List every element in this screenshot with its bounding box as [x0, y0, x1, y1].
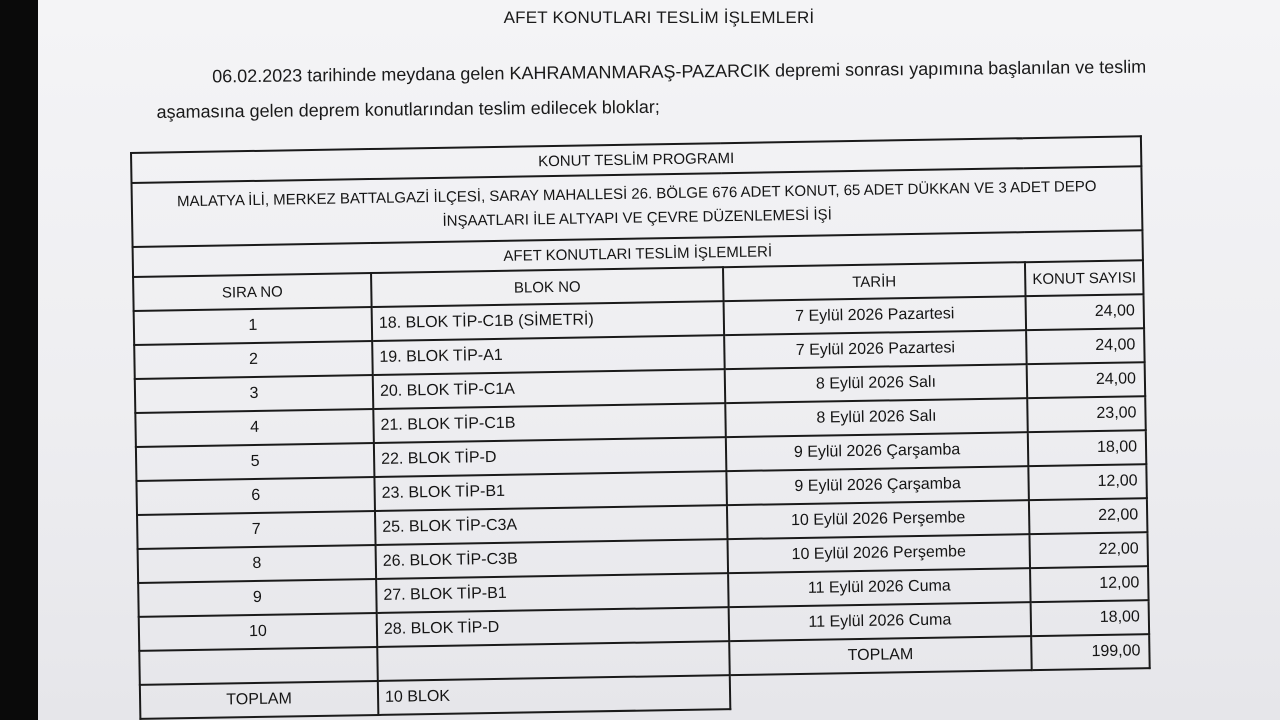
header-sira-no: SIRA NO	[133, 273, 372, 311]
cell-tarih: 9 Eylül 2026 Çarşamba	[726, 466, 1029, 505]
cell-konut: 24,00	[1026, 328, 1145, 364]
footer-total-label: TOPLAM	[140, 681, 379, 719]
footer-blok-count: 10 BLOK	[378, 675, 731, 715]
intro-paragraph: 06.02.2023 tarihinde meydana gelen KAHRAMANMARAŞ-PAZARCIK depremi sonrası yapımına başlanılan ve teslim aşamasına gelen deprem konutlarından teslim edilecek bloklar;	[156, 56, 1147, 122]
cell-blok: 19. BLOK TİP-A1	[372, 335, 725, 375]
header-tarih: TARİH	[723, 262, 1026, 301]
cell-konut: 23,00	[1027, 396, 1146, 432]
cell-konut: 24,00	[1026, 294, 1145, 330]
section-title: AFET KONUTLARI TESLİM İŞLEMLERİ	[133, 230, 1143, 277]
cell-konut: 12,00	[1030, 566, 1149, 602]
delivery-program-table-wrap	[130, 135, 1149, 720]
cell-tarih: 11 Eylül 2026 Cuma	[729, 602, 1032, 641]
cell-tarih: 8 Eylül 2026 Salı	[725, 398, 1028, 437]
cell-konut: 12,00	[1028, 464, 1147, 500]
cell-blok	[377, 641, 730, 681]
cell-sira: 8	[138, 545, 377, 583]
empty-cell	[730, 670, 1033, 709]
cell-konut: 22,00	[1029, 532, 1148, 568]
cell-blok: 18. BLOK TİP-C1B (SİMETRİ)	[372, 301, 725, 341]
cell-tarih: 8 Eylül 2026 Salı	[725, 364, 1028, 403]
cell-blok: 22. BLOK TİP-D	[374, 437, 727, 477]
cell-sira: 5	[136, 443, 375, 481]
cell-blok: 20. BLOK TİP-C1A	[373, 369, 726, 409]
cell-konut: 18,00	[1028, 430, 1147, 466]
cell-tarih: 9 Eylül 2026 Çarşamba	[726, 432, 1029, 471]
cell-tarih: 10 Eylül 2026 Perşembe	[727, 500, 1030, 539]
konut-total-value: 199,00	[1031, 634, 1150, 670]
cell-sira	[139, 647, 378, 685]
cell-sira: 6	[136, 477, 375, 515]
header-konut-sayisi: KONUT SAYISI	[1025, 260, 1144, 296]
cell-tarih: 11 Eylül 2026 Cuma	[728, 568, 1031, 607]
document-title: AFET KONUTLARI TESLİM İŞLEMLERİ	[503, 8, 815, 27]
cell-blok: 23. BLOK TİP-B1	[374, 471, 727, 511]
cell-sira: 1	[134, 307, 373, 345]
delivery-program-table	[130, 135, 1151, 720]
konut-total-label: TOPLAM	[729, 636, 1032, 675]
cell-blok: 27. BLOK TİP-B1	[376, 573, 729, 613]
cell-tarih: 7 Eylül 2026 Pazartesi	[724, 296, 1027, 335]
program-title: KONUT TESLİM PROGRAMI	[131, 136, 1141, 183]
header-blok-no: BLOK NO	[371, 267, 724, 307]
cell-tarih: 10 Eylül 2026 Perşembe	[728, 534, 1031, 573]
cell-blok: 25. BLOK TİP-C3A	[375, 505, 728, 545]
cell-blok: 21. BLOK TİP-C1B	[373, 403, 726, 443]
cell-sira: 10	[139, 613, 378, 651]
cell-konut: 22,00	[1029, 498, 1148, 534]
cell-sira: 9	[138, 579, 377, 617]
cell-sira: 2	[134, 341, 373, 379]
cell-tarih: 7 Eylül 2026 Pazartesi	[724, 330, 1027, 369]
cell-konut: 18,00	[1031, 600, 1150, 636]
document-page	[38, 0, 1280, 720]
cell-konut: 24,00	[1027, 362, 1146, 398]
cell-sira: 7	[137, 511, 376, 549]
cell-sira: 4	[135, 409, 374, 447]
cell-blok: 28. BLOK TİP-D	[377, 607, 730, 647]
empty-cell	[1032, 668, 1151, 704]
project-description: MALATYA İLİ, MERKEZ BATTALGAZİ İLÇESİ, SARAY MAHALLESİ 26. BÖLGE 676 ADET KONUT, 65 ADET DÜKKAN VE 3 ADET DEPO İNŞAATLARI İLE ALTYAPI VE ÇEVRE DÜZENLEMESİ İŞİ	[132, 166, 1143, 247]
cell-sira: 3	[135, 375, 374, 413]
cell-blok: 26. BLOK TİP-C3B	[376, 539, 729, 579]
